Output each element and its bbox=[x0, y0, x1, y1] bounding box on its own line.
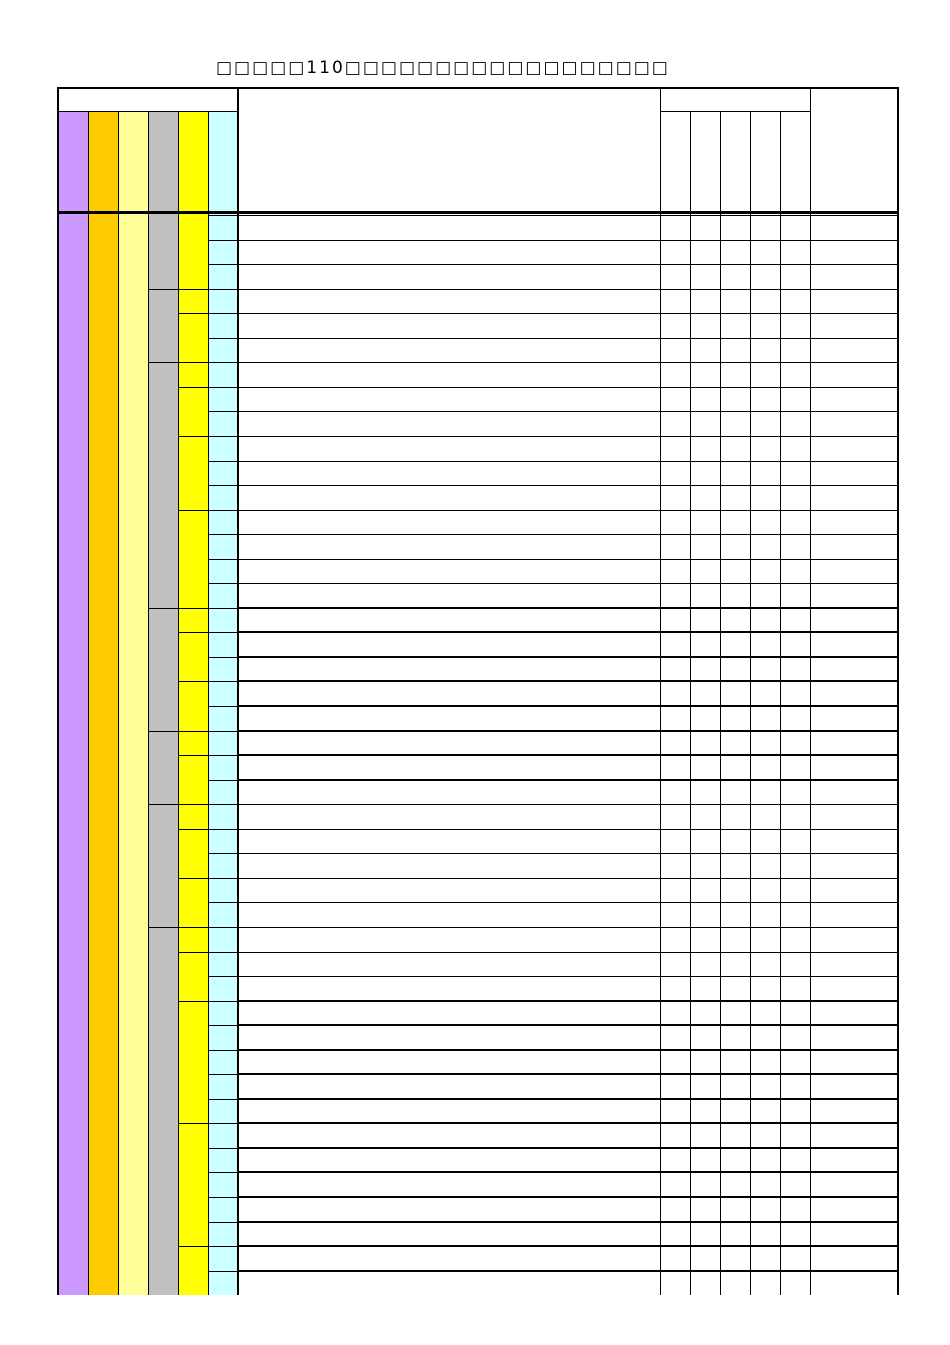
check-mark bbox=[750, 902, 780, 927]
level6-code bbox=[208, 338, 238, 363]
row-name bbox=[238, 755, 660, 780]
row-rule bbox=[208, 485, 897, 486]
level5-code bbox=[178, 1123, 208, 1148]
row-name bbox=[238, 387, 660, 412]
row-name bbox=[238, 1172, 660, 1197]
row-rule bbox=[208, 902, 897, 903]
level6-code bbox=[208, 780, 238, 805]
check-mark bbox=[690, 804, 720, 829]
check-placeholder bbox=[660, 1123, 690, 1148]
check-mark bbox=[660, 387, 690, 412]
check-mark bbox=[660, 264, 690, 289]
row-rule-heavy bbox=[238, 631, 897, 633]
check-mark bbox=[660, 583, 690, 608]
level5-code bbox=[178, 387, 208, 412]
level1-code bbox=[58, 215, 88, 239]
row-ref bbox=[810, 461, 897, 486]
check-placeholder bbox=[660, 1050, 690, 1075]
grid-vline-name-left bbox=[237, 87, 239, 1295]
check-mark bbox=[750, 534, 780, 559]
check-placeholder bbox=[660, 1172, 690, 1197]
header-level-col bbox=[97, 119, 109, 209]
row-rule-heavy bbox=[238, 705, 897, 707]
row-rule bbox=[208, 976, 897, 977]
level5-code bbox=[178, 313, 208, 338]
check-mark bbox=[750, 853, 780, 878]
row-name bbox=[238, 1001, 660, 1026]
row-rule bbox=[178, 313, 897, 314]
row-ref bbox=[810, 706, 897, 731]
check-mark bbox=[660, 485, 690, 510]
check-placeholder bbox=[750, 657, 780, 682]
check-mark bbox=[660, 215, 690, 240]
row-rule bbox=[148, 804, 897, 805]
level6-code bbox=[208, 461, 238, 486]
check-placeholder bbox=[660, 731, 690, 756]
check-mark bbox=[660, 411, 690, 436]
row-rule-heavy bbox=[238, 1147, 897, 1149]
level4-code bbox=[148, 804, 178, 829]
level6-code bbox=[208, 902, 238, 927]
check-mark bbox=[690, 289, 720, 314]
row-name bbox=[238, 1222, 660, 1247]
level5-code bbox=[178, 755, 208, 780]
grid-vline bbox=[178, 111, 179, 1295]
level6-code bbox=[208, 559, 238, 584]
check-mark bbox=[690, 264, 720, 289]
check-mark bbox=[660, 289, 690, 314]
row-name bbox=[238, 215, 660, 240]
row-name bbox=[238, 902, 660, 927]
level6-code bbox=[208, 485, 238, 510]
check-placeholder bbox=[750, 1099, 780, 1124]
check-placeholder bbox=[750, 1172, 780, 1197]
check-placeholder bbox=[720, 731, 750, 756]
level6-code bbox=[208, 411, 238, 436]
row-rule bbox=[208, 853, 897, 854]
level6-code bbox=[208, 1050, 238, 1075]
row-ref bbox=[810, 559, 897, 584]
header-check-col bbox=[759, 129, 771, 209]
level6-code bbox=[208, 657, 238, 682]
level6-code bbox=[208, 853, 238, 878]
row-rule-heavy bbox=[238, 1245, 897, 1247]
check-placeholder bbox=[750, 1148, 780, 1173]
row-name bbox=[238, 1050, 660, 1075]
level4-code bbox=[148, 927, 178, 952]
row-rule-heavy bbox=[238, 1122, 897, 1124]
level5-code bbox=[178, 632, 208, 657]
check-placeholder bbox=[750, 1074, 780, 1099]
l4-group-top bbox=[148, 289, 178, 290]
check-placeholder bbox=[750, 706, 780, 731]
row-rule bbox=[178, 829, 897, 830]
check-mark bbox=[660, 461, 690, 486]
row-name bbox=[238, 1271, 660, 1296]
check-mark bbox=[660, 534, 690, 559]
level2-code bbox=[88, 243, 118, 267]
row-name bbox=[238, 608, 660, 633]
check-placeholder bbox=[660, 706, 690, 731]
row-ref bbox=[810, 976, 897, 1001]
level4-code bbox=[148, 608, 178, 633]
check-placeholder bbox=[750, 1025, 780, 1050]
row-rule-heavy bbox=[238, 680, 897, 682]
row-rule-heavy bbox=[238, 1024, 897, 1026]
row-ref bbox=[810, 1099, 897, 1124]
check-placeholder bbox=[660, 780, 690, 805]
check-mark bbox=[660, 338, 690, 363]
check-mark bbox=[720, 264, 750, 289]
row-name bbox=[238, 1246, 660, 1271]
check-mark bbox=[660, 976, 690, 1001]
check-mark bbox=[720, 804, 750, 829]
row-name bbox=[238, 878, 660, 903]
row-rule bbox=[208, 534, 897, 535]
row-ref bbox=[810, 1222, 897, 1247]
row-name bbox=[238, 829, 660, 854]
check-placeholder bbox=[750, 755, 780, 780]
header-check-col bbox=[789, 129, 801, 209]
row-rule bbox=[208, 461, 897, 462]
body-top-rule bbox=[208, 215, 897, 216]
row-rule-heavy bbox=[238, 1196, 897, 1198]
grid-vline-check bbox=[690, 111, 691, 1295]
check-placeholder bbox=[750, 632, 780, 657]
row-rule bbox=[178, 878, 897, 879]
check-placeholder bbox=[750, 1222, 780, 1247]
grid-vline-left-edge bbox=[57, 87, 59, 1295]
check-mark bbox=[750, 215, 780, 240]
row-ref bbox=[810, 902, 897, 927]
check-placeholder bbox=[660, 1025, 690, 1050]
header-level-col bbox=[217, 119, 229, 209]
check-placeholder bbox=[720, 608, 750, 633]
check-placeholder bbox=[750, 731, 780, 756]
row-rule bbox=[208, 240, 897, 241]
header-group-left bbox=[58, 87, 238, 111]
row-rule bbox=[178, 387, 897, 388]
row-name bbox=[238, 338, 660, 363]
check-placeholder bbox=[660, 1074, 690, 1099]
check-placeholder bbox=[750, 1246, 780, 1271]
check-mark bbox=[660, 853, 690, 878]
check-mark bbox=[750, 387, 780, 412]
level4-code bbox=[148, 362, 178, 387]
row-rule-heavy bbox=[238, 754, 897, 756]
check-placeholder bbox=[750, 608, 780, 633]
check-mark bbox=[750, 338, 780, 363]
level4-code bbox=[148, 289, 178, 314]
row-name bbox=[238, 952, 660, 977]
level6-code bbox=[208, 1197, 238, 1222]
row-rule bbox=[148, 362, 897, 363]
level5-code bbox=[178, 510, 208, 535]
check-mark bbox=[720, 289, 750, 314]
level6-code bbox=[208, 1025, 238, 1050]
level-band-2 bbox=[88, 111, 118, 1295]
row-name bbox=[238, 1148, 660, 1173]
row-ref bbox=[810, 1197, 897, 1222]
row-rule bbox=[208, 338, 897, 339]
level6-code bbox=[208, 534, 238, 559]
row-ref bbox=[810, 657, 897, 682]
row-name bbox=[238, 780, 660, 805]
row-rule-heavy bbox=[238, 1073, 897, 1075]
check-mark bbox=[750, 804, 780, 829]
grid-vline bbox=[118, 111, 119, 1295]
check-mark bbox=[660, 362, 690, 387]
check-placeholder bbox=[750, 1271, 780, 1296]
row-ref bbox=[810, 1050, 897, 1075]
level6-code bbox=[208, 706, 238, 731]
row-name bbox=[238, 313, 660, 338]
row-rule bbox=[148, 927, 897, 928]
row-name bbox=[238, 240, 660, 265]
level5-code bbox=[178, 1001, 208, 1026]
check-placeholder bbox=[660, 657, 690, 682]
check-mark bbox=[720, 927, 750, 952]
grid-vline-check bbox=[750, 111, 751, 1295]
check-mark bbox=[750, 952, 780, 977]
check-placeholder bbox=[660, 608, 690, 633]
level5-code bbox=[178, 681, 208, 706]
level6-code bbox=[208, 976, 238, 1001]
row-ref bbox=[810, 583, 897, 608]
check-mark bbox=[750, 362, 780, 387]
check-mark bbox=[750, 411, 780, 436]
check-placeholder bbox=[750, 780, 780, 805]
row-rule-heavy bbox=[238, 730, 897, 732]
check-mark bbox=[690, 362, 720, 387]
row-name bbox=[238, 632, 660, 657]
check-mark bbox=[750, 461, 780, 486]
row-rule-heavy bbox=[238, 1098, 897, 1100]
row-ref bbox=[810, 485, 897, 510]
check-mark bbox=[720, 215, 750, 240]
level5-code bbox=[178, 436, 208, 461]
row-name bbox=[238, 264, 660, 289]
level6-code bbox=[208, 1099, 238, 1124]
check-mark bbox=[660, 902, 690, 927]
row-rule-heavy bbox=[238, 607, 897, 609]
header-level-col bbox=[127, 119, 139, 209]
row-ref bbox=[810, 411, 897, 436]
check-mark bbox=[660, 313, 690, 338]
row-name bbox=[238, 289, 660, 314]
check-placeholder bbox=[660, 681, 690, 706]
grid-vline-right-edge bbox=[897, 87, 899, 1295]
row-name bbox=[238, 657, 660, 682]
level4-code bbox=[148, 731, 178, 756]
check-placeholder bbox=[750, 681, 780, 706]
header-level-col bbox=[67, 119, 79, 209]
row-rule-heavy bbox=[238, 1049, 897, 1051]
row-rule-heavy bbox=[238, 656, 897, 658]
check-mark bbox=[750, 485, 780, 510]
check-mark bbox=[660, 829, 690, 854]
check-mark bbox=[660, 927, 690, 952]
level5-code bbox=[178, 952, 208, 977]
level6-code bbox=[208, 1172, 238, 1197]
row-ref bbox=[810, 534, 897, 559]
check-placeholder bbox=[750, 1197, 780, 1222]
header-check-col bbox=[669, 129, 681, 209]
row-rule bbox=[178, 952, 897, 953]
check-mark bbox=[660, 878, 690, 903]
row-ref bbox=[810, 1074, 897, 1099]
level6-code bbox=[208, 1271, 238, 1296]
header-name-col bbox=[238, 87, 660, 211]
row-name bbox=[238, 1074, 660, 1099]
level5-code bbox=[178, 829, 208, 854]
check-placeholder bbox=[660, 1148, 690, 1173]
row-name bbox=[238, 804, 660, 829]
row-ref bbox=[810, 1148, 897, 1173]
check-mark bbox=[750, 559, 780, 584]
check-mark bbox=[720, 362, 750, 387]
row-name bbox=[238, 853, 660, 878]
row-name bbox=[238, 1197, 660, 1222]
grid-vline-ref-left bbox=[810, 87, 811, 1295]
row-name bbox=[238, 411, 660, 436]
check-placeholder bbox=[660, 1001, 690, 1026]
header-check-col bbox=[699, 129, 711, 209]
level-band-3 bbox=[118, 111, 148, 1295]
level5-code bbox=[178, 878, 208, 903]
check-mark bbox=[750, 583, 780, 608]
check-placeholder bbox=[660, 1197, 690, 1222]
row-name bbox=[238, 510, 660, 535]
check-mark bbox=[660, 952, 690, 977]
l5-rule bbox=[178, 313, 208, 314]
row-ref bbox=[810, 1271, 897, 1296]
row-name bbox=[238, 927, 660, 952]
row-rule bbox=[148, 289, 897, 290]
row-rule bbox=[208, 264, 897, 265]
row-name bbox=[238, 485, 660, 510]
row-ref bbox=[810, 338, 897, 363]
level6-code bbox=[208, 1148, 238, 1173]
check-placeholder bbox=[690, 608, 720, 633]
grid-vline bbox=[88, 111, 89, 1295]
row-name bbox=[238, 731, 660, 756]
check-mark bbox=[750, 264, 780, 289]
row-name bbox=[238, 681, 660, 706]
row-name bbox=[238, 1123, 660, 1148]
check-mark bbox=[750, 289, 780, 314]
level3-code bbox=[118, 264, 148, 288]
level5-code bbox=[178, 1246, 208, 1271]
row-name bbox=[238, 1099, 660, 1124]
check-mark bbox=[750, 510, 780, 535]
check-placeholder bbox=[660, 1222, 690, 1247]
check-mark bbox=[660, 559, 690, 584]
row-ref bbox=[810, 1025, 897, 1050]
row-rule-heavy bbox=[238, 779, 897, 781]
row-name bbox=[238, 559, 660, 584]
check-placeholder bbox=[660, 1271, 690, 1296]
check-placeholder bbox=[750, 1001, 780, 1026]
row-name bbox=[238, 1025, 660, 1050]
check-mark bbox=[690, 927, 720, 952]
check-mark bbox=[660, 510, 690, 535]
row-ref bbox=[810, 1172, 897, 1197]
row-rule-heavy bbox=[238, 1270, 897, 1272]
row-ref bbox=[810, 853, 897, 878]
row-rule bbox=[178, 510, 897, 511]
header-ref-col bbox=[810, 87, 897, 211]
check-mark bbox=[750, 313, 780, 338]
check-placeholder bbox=[660, 1099, 690, 1124]
check-placeholder bbox=[750, 1123, 780, 1148]
row-rule-heavy bbox=[238, 1221, 897, 1223]
header-check-col bbox=[729, 129, 741, 209]
grid-vline-check bbox=[780, 111, 781, 1295]
grid-vline-name-right bbox=[660, 87, 661, 1295]
row-name bbox=[238, 976, 660, 1001]
row-name bbox=[238, 583, 660, 608]
level6-code bbox=[208, 1222, 238, 1247]
page-title: □□□□□110□□□□□□□□□□□□□□□□□□ bbox=[216, 58, 670, 78]
check-placeholder bbox=[690, 731, 720, 756]
row-name bbox=[238, 461, 660, 486]
header-bottom-border bbox=[58, 211, 897, 214]
row-rule bbox=[208, 583, 897, 584]
header-top-border bbox=[58, 87, 897, 89]
check-mark bbox=[750, 976, 780, 1001]
row-rule bbox=[178, 436, 897, 437]
header-group-right bbox=[660, 87, 810, 111]
header-level-col bbox=[187, 119, 199, 209]
grid-vline-check bbox=[720, 111, 721, 1295]
check-mark bbox=[660, 804, 690, 829]
row-name bbox=[238, 534, 660, 559]
grid-vline bbox=[208, 111, 209, 1295]
row-ref bbox=[810, 780, 897, 805]
row-rule-heavy bbox=[238, 1171, 897, 1173]
header-level-col bbox=[157, 119, 169, 209]
row-rule-heavy bbox=[238, 1000, 897, 1002]
row-name bbox=[238, 436, 660, 461]
check-mark bbox=[750, 878, 780, 903]
check-mark bbox=[660, 436, 690, 461]
level-band-1 bbox=[58, 111, 88, 1295]
level6-code bbox=[208, 1074, 238, 1099]
header-split-right bbox=[660, 111, 810, 112]
check-placeholder bbox=[750, 1050, 780, 1075]
check-mark bbox=[750, 436, 780, 461]
check-mark bbox=[780, 215, 810, 240]
check-placeholder bbox=[660, 1246, 690, 1271]
row-rule bbox=[208, 411, 897, 412]
grid-vline bbox=[148, 111, 149, 1295]
check-placeholder bbox=[660, 755, 690, 780]
row-name bbox=[238, 706, 660, 731]
check-placeholder bbox=[660, 632, 690, 657]
check-mark bbox=[750, 927, 780, 952]
row-rule bbox=[208, 559, 897, 560]
row-name bbox=[238, 362, 660, 387]
check-mark bbox=[750, 829, 780, 854]
